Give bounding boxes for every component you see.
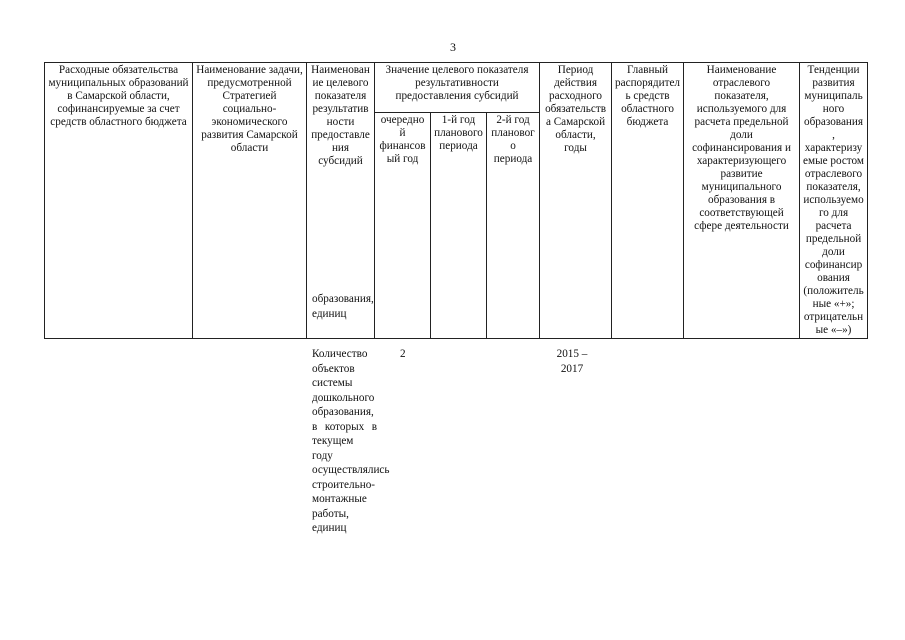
header-col-current-year: очередной финансовый год	[375, 112, 431, 338]
indicator-cell: Количество объектов системы дошкольного образования, в которых в текущем году осуществлялись строительно-монтажные работы, единиц	[312, 348, 390, 534]
header-col-administrator: Главный распорядитель средств областного бюджета	[612, 63, 684, 339]
header-table	[44, 62, 868, 339]
header-col-task: Наименование задачи, предусмотренной Стратегией социально-экономического развития Самарской области	[193, 63, 307, 339]
header-col-period: Период действия расходного обязательства Самарской области, годы	[540, 63, 612, 339]
header-col-plan-year-1: 1-й год планового периода	[431, 112, 487, 338]
page-number: 3	[450, 40, 456, 54]
header-col-indicator-value: Значение целевого показателя результативности предоставления субсидий	[375, 63, 540, 113]
header-col-indicator-name: Наименование целевого показателя результативности предоставления субсидий	[307, 63, 375, 339]
header-col-sector-indicator: Наименование отраслевого показателя, используемого для расчета предельной доли софинансирования и характеризующего развитие муниципального образования в соответствующей сфере деятельности	[684, 63, 800, 339]
value-cell: 2	[400, 348, 406, 360]
header-col-trends: Тенденции развития муниципального образования, характеризуемые ростом отраслевого показателя, используемого для расчета предельной доли софинансирования (положительные «+»; отрицательные «–»)	[800, 63, 868, 339]
header-col-obligations: Расходные обязательства муниципальных образований в Самарской области, софинансируемые за счет средств областного бюджета	[45, 63, 193, 339]
continued-text: образования, единиц	[312, 293, 374, 320]
period-cell: 2015 – 2017	[556, 348, 588, 375]
header-col-plan-year-2: 2-й год планового периода	[487, 112, 540, 338]
